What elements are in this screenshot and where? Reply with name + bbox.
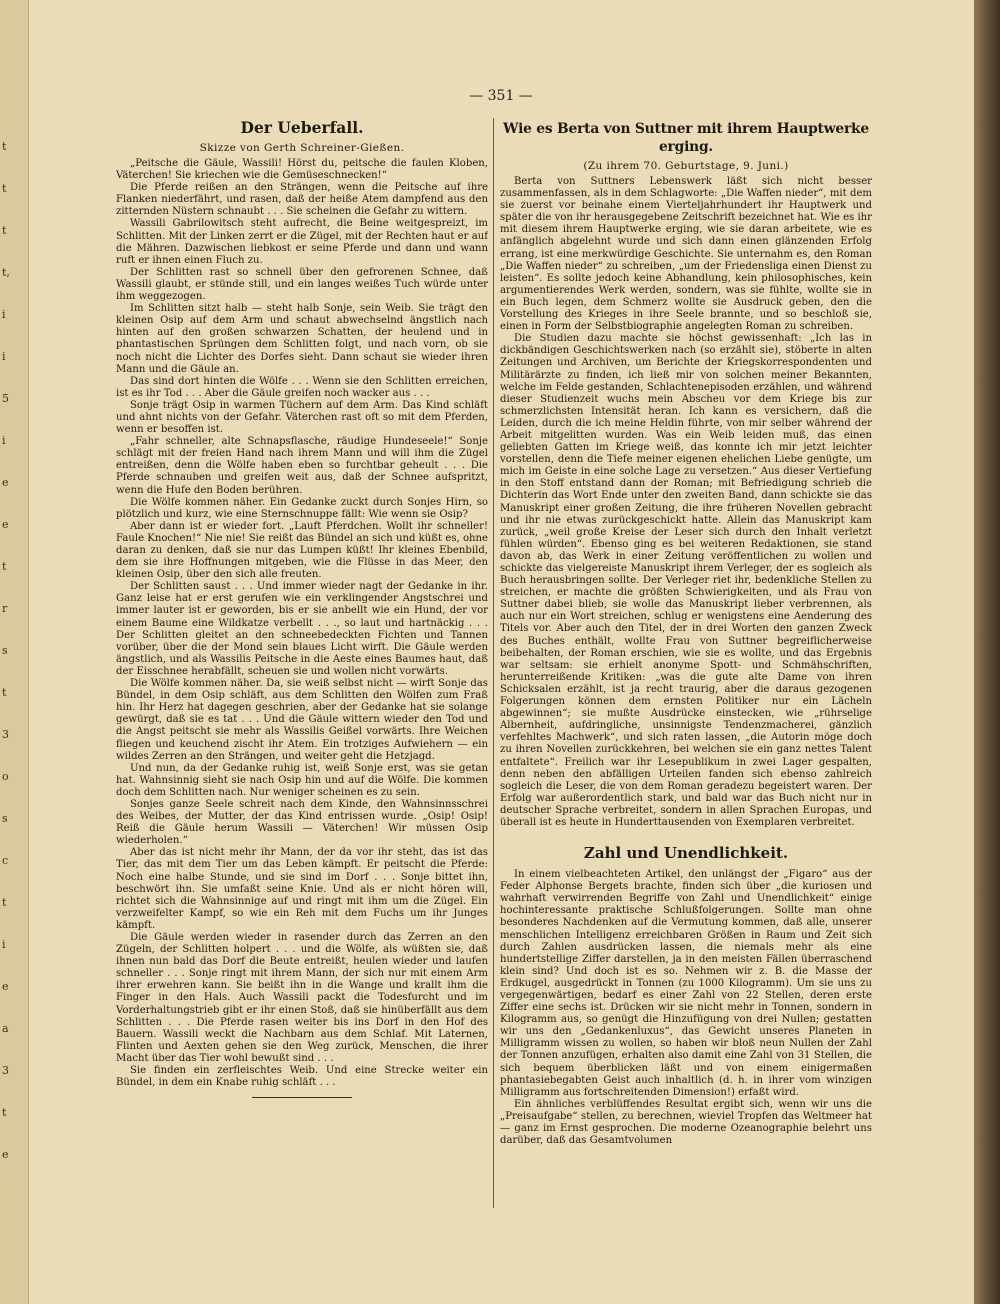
margin-fragment: t: [2, 1106, 7, 1119]
margin-fragment: c: [2, 854, 9, 867]
paragraph: Der Schlitten saust . . . Und immer wieder nagt der Gedanke in ihr. Ganz leise hat er erst gerufen wie ein verklingender Angstschrei und immer lauter ist er geworden, bis er sie anbellt wie ein Hund, der vor einem Baume eine Wildkatze verbellt . . ., so laut und hartnäckig . . . Der Schlitten gleitet an den schneebedeckten Fichten und Tannen vorüber, über die der Mond sein blaues Licht wirft. Die Gäule werden ängstlich, und als Wassilis Peitsche in die Aeste eines Baumes haut, daß der Eisschnee herabfällt, scheuen sie und wollen nicht vorwärts.: [116, 581, 488, 677]
paragraph: In einem vielbeachteten Artikel, den unlängst der „Figaro“ aus der Feder Alphonse Bergets brachte, finden sich über „die kuriosen und wahrhaft verwirrenden Begriffe von Zahl und Unendlichkeit“ einige hochinteressante praktische Schlußfolgerungen. Sollte man ohne besonderes Nachdenken auf die Vermutung kommen, daß alle, unserer menschlichen Intelligenz erreichbaren Größen in Raum und Zeit sich durch Zahlen ausdrücken lassen, die niemals mehr als eine hundertstellige Ziffer darstellen, ja in den meisten Fällen überraschend klein sind? Und doch ist es so. Nehmen wir z. B. die Masse der Erdkugel, ausgedrückt in Tonnen (zu 1000 Kilogramm). Um sie uns zu vergegenwärtigen, bedarf es einer Zahl von 22 Stellen, deren erste Ziffer eine sechs ist. Drücken wir sie nicht mehr in Tonnen, sondern in Kilogramm aus, so genügt die Hinzufügung von drei Nullen; gestatten wir uns den „Gedankenluxus“, das Gewicht unseres Planeten in Milligramm wissen zu wollen, so haben wir bloß neun Nullen der Zahl der Tonnen anzufügen, erhalten also damit eine Zahl von 31 Stellen, die sich bequem überblicken läßt und von einem einigermaßen phantasiebegabten Geist auch inhaltlich (d. h. in ihrer vom winzigen Milligramm aus fortschreitenden Dimension!) erfaßt wird.: [500, 869, 872, 1098]
paragraph: Die Wölfe kommen näher. Ein Gedanke zuckt durch Sonjes Hirn, so plötzlich und kurz, wie eine Sternschnuppe fällt: Wie wenn sie Osip?: [116, 496, 488, 520]
margin-fragment: s: [2, 812, 8, 825]
paragraph: Die Studien dazu machte sie höchst gewissenhaft: „Ich las in dickbändigen Geschichtswerken nach (so erzählt sie), stöberte in alten Zeitungen und Archiven, um Berichte der Kriegskorrespondenten und Militärärzte zu finden, ich ließ mir von solchen meiner Bekannten, welche im Felde gestanden, Schlachtenepisoden erzählen, und während dieser Studienzeit wuchs mein Abscheu vor dem Kriege bis zur schmerzlichsten Intensität heran. Ich kann es versichern, daß die Leiden, durch die ich meine Heldin führte, von mir selber während der Arbeit mitgelitten wurden. Was ein Weib leiden muß, das einen geliebten Gatten im Kriege weiß, das konnte ich mir jetzt leichter vorstellen, denn die Tiefe meiner eigenen ehelichen Liebe genügte, um mich im Geiste in eine solche Lage zu versetzen.“ Aus dieser Vertiefung in den Stoff entstand dann der Roman; mit Befriedigung schrieb die Dichterin das Wort Ende unter den zweiten Band, dann schickte sie das Manuskript einer großen Zeitung, die ihre früheren Novellen gebracht und ihr nie etwas zurückgeschickt hatte. Allein das Manuskript kam zurück, „weil große Kreise der Leser sich durch den Inhalt verletzt fühlen würden“. Ebenso ging es bei weiteren Redaktionen, sie stand davon ab, das Werk in einer Zeitung veröffentlichen zu wollen und schickte das vielgereiste Manuskript ihrem Verleger, der es sogleich als Buch herausbringen sollte. Der Verleger riet ihr, bedenkliche Stellen zu streichen, er machte die größten Schwierigkeiten, und als Frau von Suttner dabei blieb, sie wolle das Manuskript lieber verbrennen, als auch nur ein Wort streichen, schlug er wenigstens eine Aenderung des Titels vor. Aber auch den Titel, der in drei Worten den ganzen Zweck des Buches enthält, wollte Frau von Suttner begreiflicherweise beibehalten, der Roman erschien, wie sie es wollte, und das Ergebnis war seltsam: sie erhielt anonyme Spott- und Schmähschriften, herunterreißende Kritiken: „was die gute alte Dame von ihren Schicksalen erzählt, ist ja recht traurig, aber die daraus gezogenen Folgerungen können dem ernsten Politiker nur ein Lächeln abgewinnen“; sie mußte Ausdrücke einstecken, wie „rührselige Albernheit, aufdringliche, unsinnigste Tendenzmacherei, gänzlich verfehltes Machwerk“, und sich raten lassen, „die Autorin möge doch zu ihren Novellen zurückkehren, bei welchen sie ein ganz nettes Talent entfaltete“. Freilich war ihr Lesepublikum in zwei Lager gespalten, denn neben den abfälligen Urteilen fanden sich ebenso zahlreich sogleich die Leser, die von dem Roman geradezu begeistert waren. Der Erfolg war außerordentlich stark, und bald war das Buch nicht nur in deutscher Sprache verbreitet, sondern in allen Sprachen Europas, und überall ist es heute in Hunderttausenden von Exemplaren verbreitet.: [500, 333, 872, 828]
margin-fragment: o: [2, 770, 9, 783]
article-title: Wie es Berta von Suttner mit ihrem Hauptwerke erging.: [503, 121, 869, 155]
paragraph: Wassili Gabrilowitsch steht aufrecht, die Beine weitgespreizt, im Schlitten. Mit der Linken zerrt er die Zügel, mit der Rechten haut er auf die Mähren. Dazwischen liebkost er seine Pferde und dann und wann ruft er ihnen einen Fluch zu.: [116, 218, 488, 266]
margin-fragment: 3: [2, 728, 9, 741]
margin-fragment: e: [2, 980, 9, 993]
article-title: Zahl und Unendlichkeit.: [583, 844, 789, 863]
paragraph: Die Pferde reißen an den Strängen, wenn die Peitsche auf ihre Flanken niederfährt, und rasen, daß der heiße Atem dampfend aus den zitternden Nüstern schnaubt . . . Sie scheinen die Gefahr zu wittern.: [116, 182, 488, 218]
paragraph: Die Wölfe kommen näher. Da, sie weiß selbst nicht — wirft Sonje das Bündel, in dem Osip schläft, aus dem Schlitten den Wölfen zum Fraß hin. Ihr Herz hat dagegen geschrien, aber der Gedanke hat sie solange gewürgt, daß sie es tat . . . Und die Gäule wittern wieder den Tod und die Angst peitscht sie mehr als Wassilis Geißel vorwärts. Ihre Weichen fliegen und keuchend zischt ihr Atem. Ein trotziges Aufwiehern — ein wildes Zerren an den Strängen, und weiter geht die Hetzjagd.: [116, 678, 488, 762]
column-divider: [493, 118, 494, 1208]
margin-fragment: t: [2, 896, 7, 909]
margin-fragment: 5: [2, 392, 9, 405]
paragraph: Das sind dort hinten die Wölfe . . . Wenn sie den Schlitten erreichen, ist es ihr Tod . . . Aber die Gäule greifen noch wacker aus . . .: [116, 375, 488, 399]
paragraph: Ein ähnliches verblüffendes Resultat ergibt sich, wenn wir uns die „Preisaufgabe“ stellen, zu berechnen, wieviel Tropfen das Weltmeer hat — ganz im Ernst gesprochen. Die moderne Ozeanographie belehrt uns darüber, daß das Gesamtvolumen: [500, 1098, 872, 1147]
article-body: [500, 176, 872, 829]
margin-fragment: e: [2, 518, 9, 531]
paragraph: „Peitsche die Gäule, Wassili! Hörst du, peitsche die faulen Kloben, Väterchen! Sie kriechen wie die Gemüseschnecken!“: [116, 158, 488, 182]
margin-fragment: s: [2, 644, 8, 657]
paragraph: Die Gäule werden wieder in rasender durch das Zerren an den Zügeln, der Schlitten holpert . . . und die Wölfe, als wüßten sie, daß ihnen nun bald das Dorf die Beute entreißt, heulen wieder und laufen schneller . . . Sonje ringt mit ihrem Mann, der sich nur mit einem Arm ihrer erwehren kann. Sie beißt ihn in die Wange und krallt ihm die Finger in den Hals. Auch Wassili packt die Todesfurcht und im Vorderhaltungstrieb gibt er ihr einen Stoß, daß sie hinüberfällt aus dem Schlitten . . . Die Pferde rasen weiter bis ins Dorf in den Hof des Bauern. Wassili weckt die Nachbarn aus dem Schlaf. Mit Laternen, Flinten und Aexten gehen sie den Weg zurück, Menschen, die ihrer Macht über das Tier wohl bewußt sind . . .: [116, 932, 488, 1064]
article-title: Der Ueberfall.: [240, 118, 364, 137]
margin-fragment: t,: [2, 266, 10, 279]
margin-fragment: 3: [2, 1064, 9, 1077]
margin-fragment: t: [2, 560, 7, 573]
margin-fragment: e: [2, 476, 9, 489]
margin-fragment: e: [2, 1148, 9, 1161]
end-rule: [252, 1097, 352, 1098]
paragraph: Sie finden ein zerfleischtes Weib. Und eine Strecke weiter ein Bündel, in dem ein Knabe ruhig schläft . . .: [116, 1065, 488, 1089]
margin-fragment: i: [2, 938, 6, 951]
page-number: — 351 —: [469, 88, 533, 104]
paragraph: Aber dann ist er wieder fort. „Lauft Pferdchen. Wollt ihr schneller! Faule Knochen!“ Nie nie! Sie reißt das Bündel an sich und küßt es, ohne daran zu denken, daß sie nur das Lumpen küßt! Ihr kleines Ebenbild, dem sie ihre Hoffnungen mitgeben, wie die Flüsse in das Meer, den kleinen Osip, über den sich alle freuten.: [116, 520, 488, 581]
article-subtitle: (Zu ihrem 70. Geburtstage, 9. Juni.): [583, 160, 789, 172]
margin-fragment: i: [2, 350, 6, 363]
article-body: [500, 869, 872, 1147]
paragraph: Berta von Suttners Lebenswerk läßt sich nicht besser zusammenfassen, als in dem Schlagworte: „Die Waffen nieder“, mit dem sie zuerst vor beinahe einem Vierteljahrhundert ihr Hauptwerk und später die von ihr herausgegebene Zeitschrift bezeichnet hat. Wie es ihr mit diesem ihrem Hauptwerke erging, wie sie daran arbeitete, wie es anfänglich abgelehnt wurde und sich dann einen glänzenden Erfolg errang, ist eine merkwürdige Geschichte. Sie unternahm es, den Roman „Die Waffen nieder“ zu schreiben, „um der Friedensliga einen Dienst zu leisten“. Es sollte jedoch keine Abhandlung, kein philosophisches, kein argumentierendes Werk werden, sondern, was sie fühlte, wollte sie in ein Buch legen, dem Schmerz wollte sie Ausdruck geben, den die Vorstellung des Krieges in ihre Seele brannte, und so beschloß sie, einen in Form der Selbstbiographie angelegten Roman zu schreiben.: [500, 176, 872, 333]
margin-fragment: i: [2, 434, 6, 447]
paragraph: Und nun, da der Gedanke ruhig ist, weiß Sonje erst, was sie getan hat. Wahnsinnig sieht sie nach Osip hin und auf die Wölfe. Die kommen doch dem Schlitten nach. Nur weniger scheinen es zu sein.: [116, 762, 488, 798]
margin-fragment: t: [2, 140, 7, 153]
margin-fragment: a: [2, 1022, 9, 1035]
margin-fragment: r: [2, 602, 8, 615]
previous-page-edge: [0, 0, 29, 1304]
article-body: [116, 158, 488, 1089]
paragraph: Aber das ist nicht mehr ihr Mann, der da vor ihr steht, das ist das Tier, das mit dem Tier um das Leben kämpft. Er peitscht die Pferde: Noch eine halbe Stunde, und sie sind im Dorf . . . Sonje bittet ihn, beschwört ihn. Sie umfaßt seine Knie. Und als er nicht hören will, richtet sich die Wahnsinnige auf und ringt mit ihm um die Zügel. Ein verzweifelter Kampf, so wie ein Reh mit dem Fuchs um ihr Junges kämpft.: [116, 847, 488, 931]
paragraph: Im Schlitten sitzt halb — steht halb Sonje, sein Weib. Sie trägt den kleinen Osip auf dem Arm und schaut abwechselnd ängstlich nach hinten auf den großen schwarzen Schatten, der heulend und in phantastischen Sprüngen dem Schlitten folgt, und nach vorn, ob sie noch nicht die Lichter des Dorfes sieht. Dann schaut sie wieder ihren Mann und die Gäule an.: [116, 303, 488, 375]
paragraph: Sonjes ganze Seele schreit nach dem Kinde, den Wahnsinnsschrei des Weibes, der Mutter, der das Kind entrissen wurde. „Osip! Osip! Reiß die Gäule herum Wassili — Väterchen! Wir müssen Osip wiederholen.“: [116, 798, 488, 847]
margin-fragment: i: [2, 308, 6, 321]
paragraph: Sonje trägt Osip in warmen Tüchern auf dem Arm. Das Kind schläft und ahnt nichts von der Gefahr. Väterchen rast oft so mit dem Pferden, wenn er besoffen ist.: [116, 399, 488, 436]
margin-fragment: t: [2, 224, 7, 237]
left-column: [116, 116, 488, 1216]
margin-fragment: t: [2, 686, 7, 699]
paragraph: Der Schlitten rast so schnell über den gefrorenen Schnee, daß Wassili glaubt, er stünde still, und ein langes weißes Tuch würde unter ihm weggezogen.: [116, 266, 488, 303]
margin-fragment: t: [2, 182, 7, 195]
paragraph: „Fahr schneller, alte Schnapsflasche, räudige Hundeseele!“ Sonje schlägt mit der freien Hand nach ihrem Mann und will ihm die Zügel entreißen, denn die Wölfe haben eben so furchtbar geheult . . . Die Pferde schnauben und greifen weit aus, daß der Schnee aufspritzt, wenn die Hufe den Boden berühren.: [116, 436, 488, 496]
book-binding-edge: [974, 0, 1000, 1304]
right-column: [500, 116, 872, 1296]
article-byline: Skizze von Gerth Schreiner-Gießen.: [199, 142, 405, 154]
